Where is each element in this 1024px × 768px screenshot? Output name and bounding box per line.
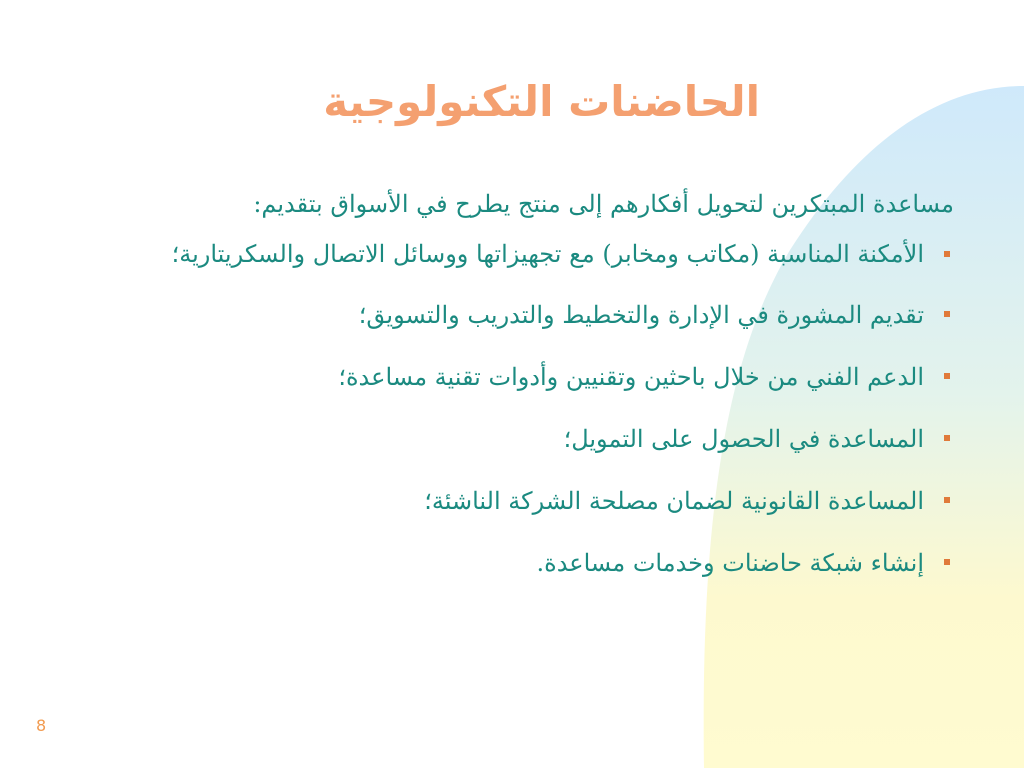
bullet-item: [64, 290, 954, 340]
intro-text: مساعدة المبتكرين لتحويل أفكارهم إلى منتج يطرح في الأسواق بتقديم:: [253, 190, 954, 218]
square-bullet-icon: [944, 435, 950, 441]
bullet-text: المساعدة في الحصول على التمويل؛: [563, 425, 924, 453]
bullet-text: المساعدة القانونية لضمان مصلحة الشركة الناشئة؛: [424, 487, 924, 515]
bullet-item: [64, 414, 954, 464]
bullet-text: الأمكنة المناسبة (مكاتب ومخابر) مع تجهيزاتها ووسائل الاتصال والسكريتارية؛: [171, 240, 924, 268]
square-bullet-icon: [944, 497, 950, 503]
bullet-text: الدعم الفني من خلال باحثين وتقنيين وأدوات تقنية مساعدة؛: [338, 363, 924, 391]
square-bullet-icon: [944, 559, 950, 565]
bullet-text: تقديم المشورة في الإدارة والتخطيط والتدريب والتسويق؛: [358, 301, 924, 329]
slide-content: [64, 184, 954, 600]
bullet-item: [64, 538, 954, 588]
bullet-item: [64, 476, 954, 526]
bullet-item: [64, 230, 954, 278]
page-number: 8: [36, 716, 47, 735]
square-bullet-icon: [944, 251, 950, 257]
bullet-text: إنشاء شبكة حاضنات وخدمات مساعدة.: [536, 549, 924, 577]
slide-title: الحاضنات التكنولوجية: [323, 77, 760, 126]
bullet-item: [64, 352, 954, 402]
square-bullet-icon: [944, 373, 950, 379]
bullet-list: [64, 230, 954, 588]
square-bullet-icon: [944, 311, 950, 317]
